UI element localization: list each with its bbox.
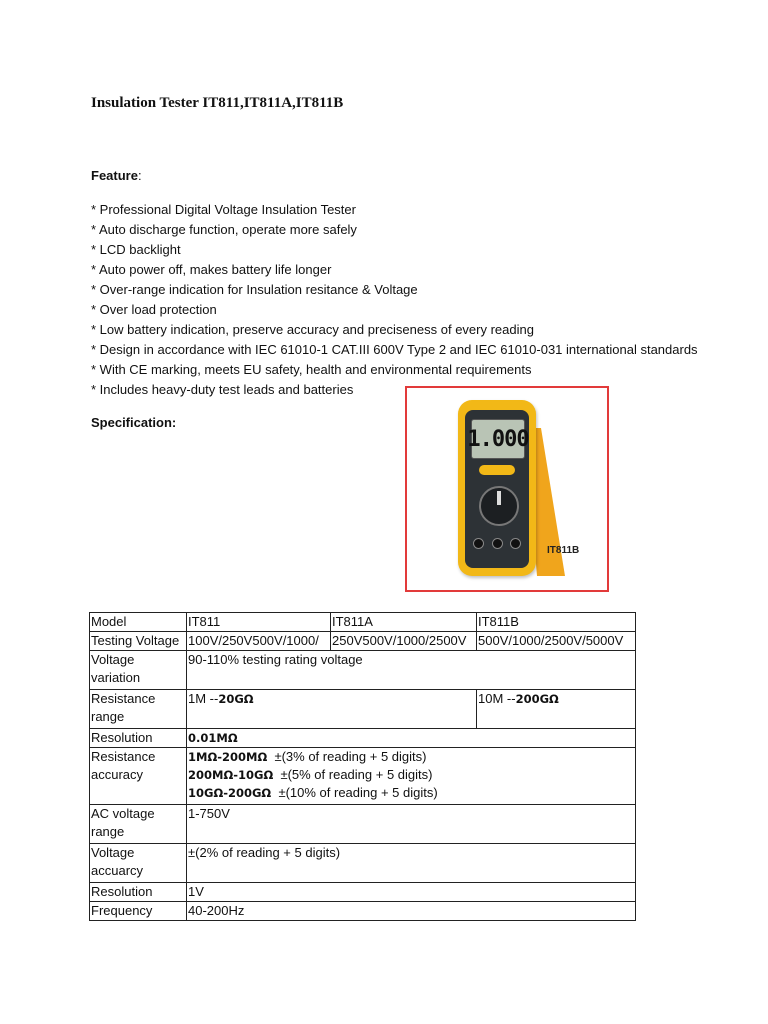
accuracy-range: 1MΩ-200MΩ bbox=[188, 750, 268, 764]
row-label bbox=[90, 844, 187, 883]
table-cell bbox=[477, 690, 636, 729]
range-prefix: 1M -- bbox=[188, 691, 219, 706]
accuracy-range: 10GΩ-200GΩ bbox=[188, 786, 272, 800]
range-value: 20GΩ bbox=[218, 692, 254, 706]
table-row bbox=[90, 690, 636, 729]
table-cell: 1-750V bbox=[187, 805, 636, 844]
accuracy-line bbox=[188, 784, 634, 802]
table-cell: IT811B bbox=[477, 613, 636, 632]
table-cell bbox=[187, 748, 636, 805]
accuracy-text: ±(3% of reading + 5 digits) bbox=[267, 749, 427, 764]
row-label-line: range bbox=[91, 709, 125, 724]
feature-item: * Over-range indication for Insulation resitance & Voltage bbox=[91, 282, 418, 297]
accuracy-range: 200MΩ-10GΩ bbox=[188, 768, 274, 782]
table-cell: 500V/1000/2500V/5000V bbox=[477, 632, 636, 651]
accuracy-text: ±(5% of reading + 5 digits) bbox=[273, 767, 433, 782]
feature-item: * Auto discharge function, operate more safely bbox=[91, 222, 357, 237]
feature-heading bbox=[91, 168, 142, 183]
meter-input-jacks bbox=[473, 538, 521, 548]
feature-item: * Includes heavy-duty test leads and batteries bbox=[91, 382, 354, 397]
feature-list bbox=[91, 200, 698, 400]
table-row bbox=[90, 805, 636, 844]
row-label-line: Voltage bbox=[91, 845, 135, 860]
meter-face bbox=[465, 410, 529, 568]
feature-heading-colon: : bbox=[137, 168, 142, 183]
feature-item: * Low battery indication, preserve accuracy and preciseness of every reading bbox=[91, 322, 534, 337]
jack-icon bbox=[492, 538, 503, 549]
table-row bbox=[90, 729, 636, 748]
accuracy-line bbox=[188, 766, 634, 784]
insulation-tester-graphic bbox=[458, 400, 536, 576]
table-row bbox=[90, 632, 636, 651]
feature-heading-text: Feature bbox=[91, 168, 138, 183]
row-label bbox=[90, 651, 187, 690]
row-label: Frequency bbox=[90, 902, 187, 921]
table-cell: 40-200Hz bbox=[187, 902, 636, 921]
table-cell: 100V/250V500V/1000/ bbox=[187, 632, 331, 651]
row-label-line: range bbox=[91, 824, 125, 839]
row-label-line: Resistance bbox=[91, 691, 156, 706]
feature-item: * Design in accordance with IEC 61010-1 CAT.III 600V Type 2 and IEC 61010-031 international standards bbox=[91, 342, 698, 357]
specification-heading: Specification: bbox=[91, 415, 177, 430]
table-cell: IT811 bbox=[187, 613, 331, 632]
accuracy-text: ±(10% of reading + 5 digits) bbox=[271, 785, 438, 800]
table-row bbox=[90, 883, 636, 902]
feature-item: * Over load protection bbox=[91, 302, 217, 317]
photo-model-label: IT811B bbox=[547, 545, 580, 556]
row-label-line: accuracy bbox=[91, 767, 144, 782]
range-value: 200GΩ bbox=[515, 692, 559, 706]
document-title: Insulation Tester IT811,IT811A,IT811B bbox=[91, 95, 344, 111]
resolution-value: 0.01MΩ bbox=[188, 731, 238, 745]
row-label bbox=[90, 805, 187, 844]
table-cell: 90-110% testing rating voltage bbox=[187, 651, 636, 690]
meter-lcd-display: 1.000 bbox=[471, 419, 525, 459]
row-label: Model bbox=[90, 613, 187, 632]
feature-item: * Professional Digital Voltage Insulation Tester bbox=[91, 202, 356, 217]
feature-item: * With CE marking, meets EU safety, health and environmental requirements bbox=[91, 362, 532, 377]
row-label-line: Voltage bbox=[91, 652, 135, 667]
row-label: Resolution bbox=[90, 729, 187, 748]
meter-rotary-knob bbox=[479, 486, 519, 526]
row-label bbox=[90, 748, 187, 805]
table-row bbox=[90, 748, 636, 805]
range-prefix: 10M -- bbox=[478, 691, 516, 706]
accuracy-line bbox=[188, 748, 634, 766]
row-label: Resolution bbox=[90, 883, 187, 902]
table-row bbox=[90, 651, 636, 690]
row-label bbox=[90, 690, 187, 729]
meter-test-button bbox=[479, 465, 515, 475]
table-cell: 250V500V/1000/2500V bbox=[331, 632, 477, 651]
table-cell: IT811A bbox=[331, 613, 477, 632]
table-row bbox=[90, 902, 636, 921]
table-cell: 1V bbox=[187, 883, 636, 902]
table-row bbox=[90, 844, 636, 883]
feature-item: * LCD backlight bbox=[91, 242, 181, 257]
feature-item: * Auto power off, makes battery life longer bbox=[91, 262, 332, 277]
row-label: Testing Voltage bbox=[90, 632, 187, 651]
jack-icon bbox=[510, 538, 521, 549]
row-label-line: Resistance bbox=[91, 749, 156, 764]
table-row bbox=[90, 613, 636, 632]
table-cell bbox=[187, 690, 477, 729]
row-label-line: variation bbox=[91, 670, 141, 685]
product-photo bbox=[405, 386, 609, 592]
row-label-line: AC voltage bbox=[91, 806, 155, 821]
jack-icon bbox=[473, 538, 484, 549]
table-cell bbox=[187, 729, 636, 748]
specification-table bbox=[89, 612, 636, 921]
table-cell: ±(2% of reading + 5 digits) bbox=[187, 844, 636, 883]
row-label-line: accuarcy bbox=[91, 863, 144, 878]
